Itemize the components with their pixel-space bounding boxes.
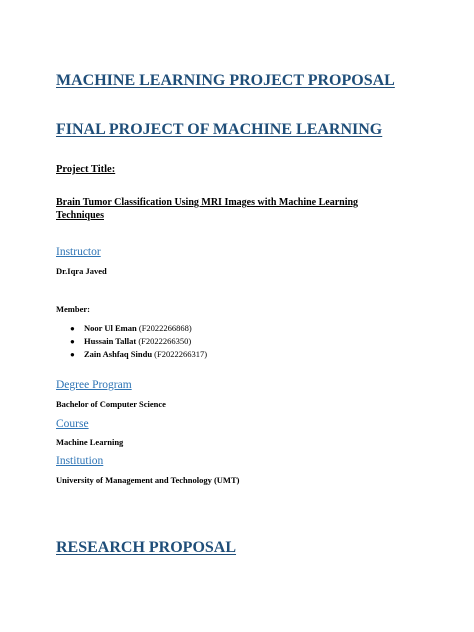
project-title-label: Project Title: bbox=[56, 164, 116, 175]
members-label: Member: bbox=[56, 304, 90, 314]
instructor-heading: Instructor bbox=[56, 246, 101, 258]
member-id: (F2022266350) bbox=[138, 336, 192, 346]
degree-program-value: Bachelor of Computer Science bbox=[56, 399, 166, 409]
member-name: Noor Ul Eman bbox=[84, 323, 137, 333]
list-item bbox=[56, 348, 207, 361]
member-name: Zain Ashfaq Sindu bbox=[84, 349, 153, 359]
course-value: Machine Learning bbox=[56, 437, 124, 447]
institution-value: University of Management and Technology (UMT) bbox=[56, 475, 240, 485]
members-list bbox=[56, 322, 207, 361]
instructor-name: Dr.Iqra Javed bbox=[56, 266, 107, 276]
list-item bbox=[56, 335, 207, 348]
project-title: Brain Tumor Classification Using MRI Images with Machine Learning Techniques bbox=[56, 197, 359, 221]
degree-program-heading: Degree Program bbox=[56, 379, 132, 391]
institution-heading: Institution bbox=[56, 455, 104, 467]
member-id: (F2022266317) bbox=[154, 349, 208, 359]
bullet-icon: ● bbox=[70, 350, 75, 359]
main-heading: MACHINE LEARNING PROJECT PROPOSAL bbox=[56, 72, 395, 89]
member-name: Hussain Tallat bbox=[84, 336, 137, 346]
bullet-icon: ● bbox=[70, 324, 75, 333]
member-id: (F2022266868) bbox=[138, 323, 192, 333]
course-heading: Course bbox=[56, 418, 89, 430]
research-proposal-heading: RESEARCH PROPOSAL bbox=[56, 539, 237, 556]
final-project-heading: FINAL PROJECT OF MACHINE LEARNING bbox=[56, 121, 383, 138]
bullet-icon: ● bbox=[70, 337, 75, 346]
list-item bbox=[56, 322, 207, 335]
